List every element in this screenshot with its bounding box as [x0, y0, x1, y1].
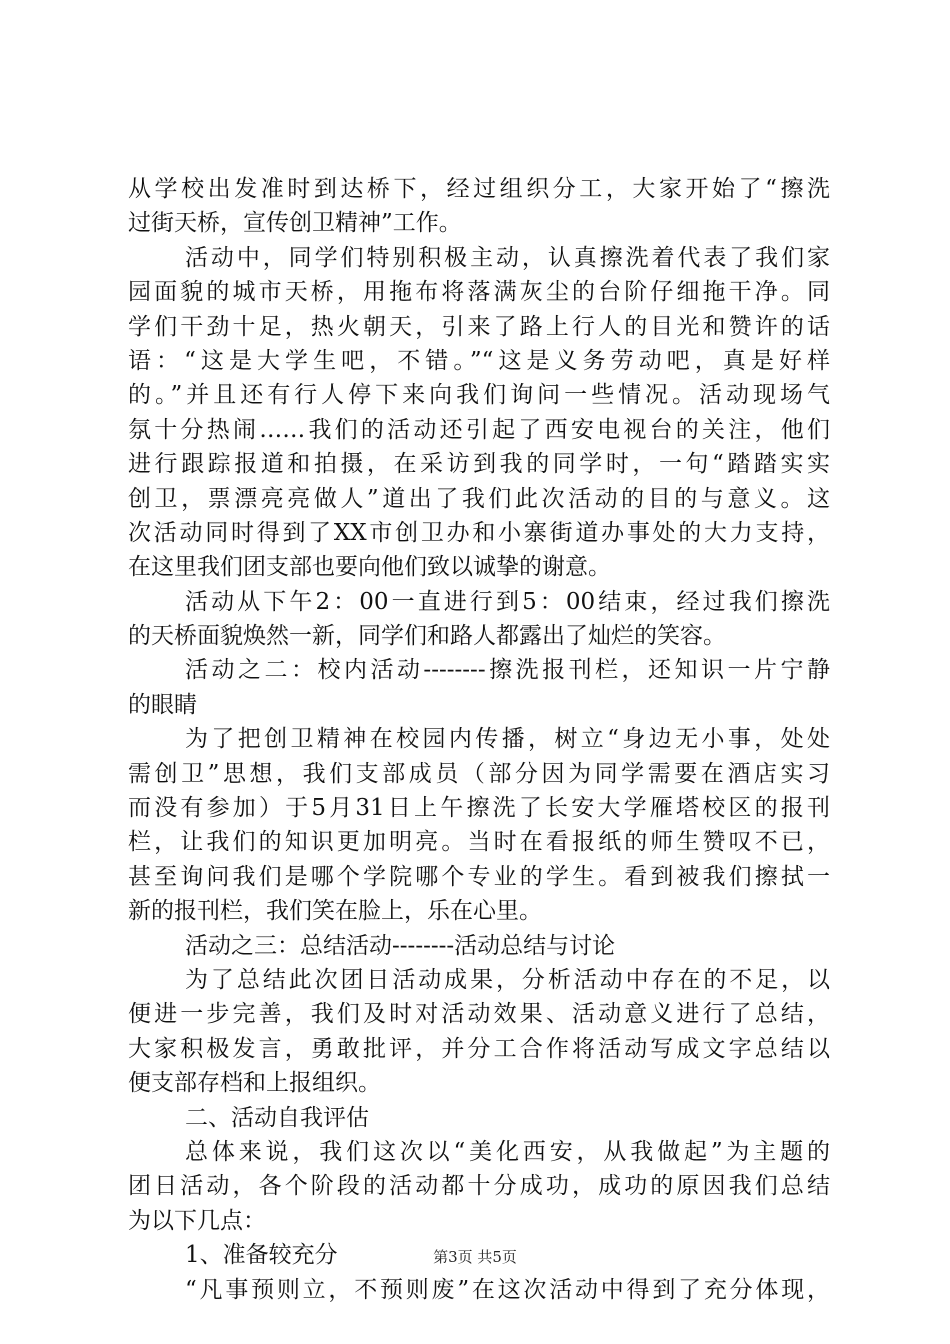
text-line: 为以下几点：	[128, 1207, 266, 1234]
text-line: 活动之三：总结活动--------活动总结与讨论	[185, 932, 616, 959]
text-line: 的眼睛	[128, 691, 197, 718]
text-line: 二、活动自我评估	[185, 1104, 369, 1131]
text-line: 从学校出发准时到达桥下，经过组织分工，大家开始了“擦洗	[128, 176, 830, 202]
text-line: 为了总结此次团日活动成果，分析活动中存在的不足，以	[185, 966, 830, 993]
text-line: 学们干劲十足，热火朝天，引来了路上行人的目光和赞许的话	[128, 313, 830, 340]
text-line: 过街天桥，宣传创卫精神”工作。	[128, 210, 462, 237]
text-line: 活动之二：校内活动--------擦洗报刊栏，还知识一片宁静	[185, 657, 830, 684]
document-body	[128, 172, 830, 1307]
text-line: 便进一步完善，我们及时对活动效果、活动意义进行了总结，	[128, 1001, 830, 1028]
text-line: 需创卫”思想，我们支部成员（部分因为同学需要在酒店实习	[128, 760, 830, 787]
text-line: 甚至询问我们是哪个学院哪个专业的学生。看到被我们擦拭一	[128, 863, 830, 890]
text-line: 为了把创卫精神在校园内传播，树立“身边无小事，处处	[185, 726, 830, 753]
text-line: 进行跟踪报道和拍摄，在采访到我的同学时，一句“踏踏实实	[128, 451, 830, 478]
text-line: 栏，让我们的知识更加明亮。当时在看报纸的师生赞叹不已，	[128, 829, 830, 856]
page-footer: 第3页 共5页	[433, 1248, 517, 1266]
text-line: 次活动同时得到了XX市创卫办和小寨街道办事处的大力支持，	[128, 519, 830, 546]
text-line: 总体来说，我们这次以“美化西安，从我做起”为主题的	[185, 1138, 830, 1165]
text-line: 1、准备较充分	[185, 1242, 338, 1269]
text-line: 团日活动，各个阶段的活动都十分成功，成功的原因我们总结	[128, 1173, 830, 1200]
text-line: 语：“这是大学生吧，不错。”“这是义务劳动吧，真是好样	[128, 347, 830, 374]
text-line: 的天桥面貌焕然一新，同学们和路人都露出了灿烂的笑容。	[128, 623, 726, 650]
text-line: 大家积极发言，勇敢批评，并分工合作将活动写成文字总结以	[128, 1035, 830, 1062]
text-line: 园面貌的城市天桥，用拖布将落满灰尘的台阶仔细拖干净。同	[128, 279, 830, 306]
text-line: 的。”并且还有行人停下来向我们询问一些情况。活动现场气	[128, 382, 830, 409]
text-line: 活动从下午2：00一直进行到5：00结束，经过我们擦洗	[185, 588, 830, 615]
text-line: 新的报刊栏，我们笑在脸上，乐在心里。	[128, 898, 542, 925]
text-line: 活动中，同学们特别积极主动，认真擦洗着代表了我们家	[185, 244, 830, 271]
text-line: 在这里我们团支部也要向他们致以诚挚的谢意。	[128, 554, 611, 581]
text-line: “凡事预则立，不预则废”在这次活动中得到了充分体现，	[185, 1276, 830, 1303]
text-line: 创卫，票漂亮亮做人”道出了我们此次活动的目的与意义。这	[128, 485, 830, 512]
text-line: 氛十分热闹……我们的活动还引起了西安电视台的关注，他们	[128, 416, 830, 443]
text-line: 而没有参加）于5月31日上午擦洗了长安大学雁塔校区的报刊	[128, 795, 830, 822]
text-line: 便支部存档和上报组织。	[128, 1070, 381, 1097]
